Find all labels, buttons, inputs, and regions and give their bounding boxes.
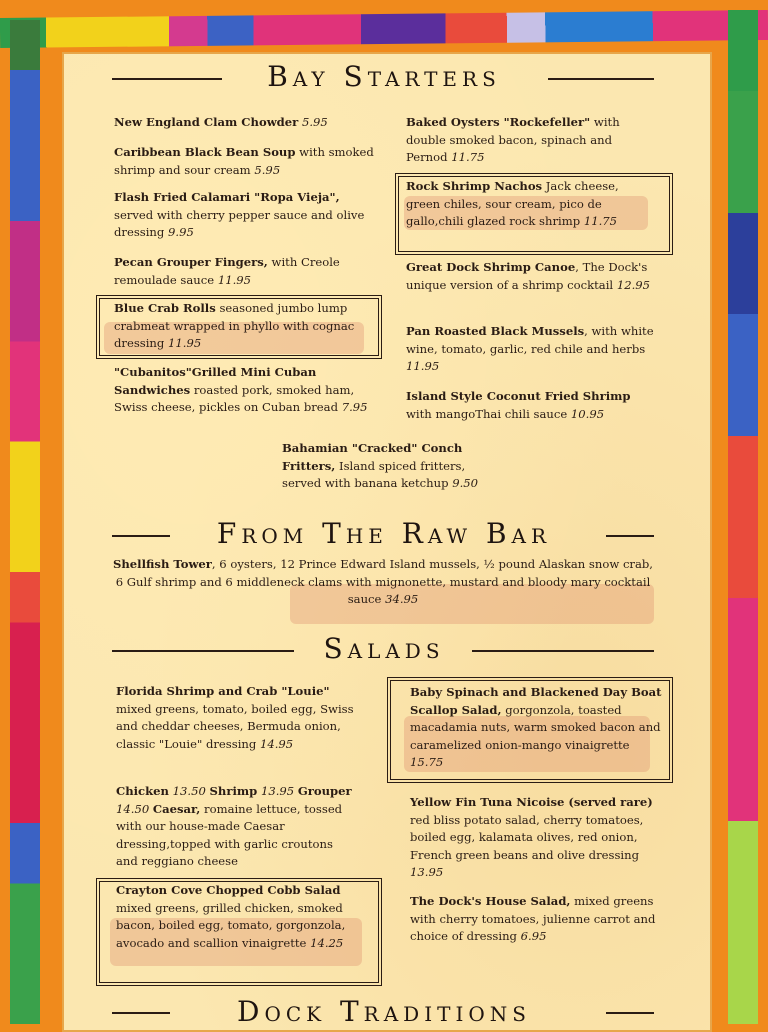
menu-item-conch-fritters: Bahamian "Cracked" Conch Fritters, Island spiced fritters, served with banana ketchup 9.50 <box>282 441 479 491</box>
menu-item-rock-shrimp-nachos: Rock Shrimp Nachos Jack cheese, green chiles, sour cream, pico de gallo,chili glazed rock shrimp 11.75 <box>406 179 619 229</box>
menu-item-coconut-shrimp: Island Style Coconut Fried Shrimp with mangoThai chili sauce 10.95 <box>406 389 631 421</box>
menu-item-black-mussels: Pan Roasted Black Mussels, with white wine, tomato, garlic, red chile and herbs 11.95 <box>406 324 654 374</box>
menu-item-oysters-rockefeller: Baked Oysters "Rockefeller" with double smoked bacon, spinach and Pernod 11.75 <box>406 115 620 165</box>
menu-item-calamari: Flash Fried Calamari "Ropa Vieja", served with cherry pepper sauce and olive dressing 9.95 <box>114 190 365 240</box>
menu-item-cubanitos: "Cubanitos"Grilled Mini Cuban Sandwiches roasted pork, smoked ham, Swiss cheese, pickles on Cuban bread 7.95 <box>114 365 368 415</box>
menu-item-crab-rolls: Blue Crab Rolls seasoned jumbo lump crabmeat wrapped in phyllo with cognac dressing 11.95 <box>114 301 355 351</box>
menu-item-spinach-scallop-salad: Baby Spinach and Blackened Day Boat Scallop Salad, gorgonzola, toasted macadamia nuts, warm smoked bacon and caramelized onion-mango vinaigrette 15.75 <box>410 685 662 770</box>
menu-item-black-bean-soup: Caribbean Black Bean Soup with smoked shrimp and sour cream 5.95 <box>114 145 374 177</box>
menu-item-shellfish-tower: Shellfish Tower, 6 oysters, 12 Prince Edward Island mussels, ½ pound Alaskan snow crab, 6 Gulf shrimp and 6 middleneck clams with mignonette, mustard and bloody mary cocktail sauce 34.95 <box>113 557 653 607</box>
section-heading-salads: Salads <box>323 632 445 665</box>
section-heading-raw-bar: From The Raw Bar <box>216 517 552 550</box>
menu-item-louie: Florida Shrimp and Crab "Louie" mixed greens, tomato, boiled egg, Swiss and cheddar cheeses, Bermuda onion, classic "Louie" dressing 14.95 <box>116 684 354 751</box>
menu-item-cobb-salad: Crayton Cove Chopped Cobb Salad mixed greens, grilled chicken, smoked bacon, boiled egg, tomato, gorgonzola, avocado and scallion vinaigrette 14.25 <box>116 883 346 950</box>
menu-item-shrimp-canoe: Great Dock Shrimp Canoe, The Dock's unique version of a shrimp cocktail 12.95 <box>406 260 651 292</box>
menu-item-grouper-fingers: Pecan Grouper Fingers, with Creole remoulade sauce 11.95 <box>114 255 340 287</box>
menu-item-clam-chowder: New England Clam Chowder 5.95 <box>114 115 328 129</box>
menu-item-house-salad: The Dock's House Salad, mixed greens with cherry tomatoes, julienne carrot and choice of dressing 6.95 <box>410 894 656 944</box>
section-heading-dock-traditions: Dock Traditions <box>237 995 531 1028</box>
menu-item-tuna-nicoise: Yellow Fin Tuna Nicoise (served rare) red bliss potato salad, cherry tomatoes, boiled egg, kalamata olives, red onion, French green beans and olive dressing 13.95 <box>410 795 653 880</box>
section-heading-bay-starters: Bay Starters <box>267 60 501 93</box>
menu-item-caesar: Chicken 13.50 Shrimp 13.95 Grouper 14.50 Caesar, romaine lettuce, tossed with our house-made Caesar dressing,topped with garlic croutons and reggiano cheese <box>116 784 352 869</box>
